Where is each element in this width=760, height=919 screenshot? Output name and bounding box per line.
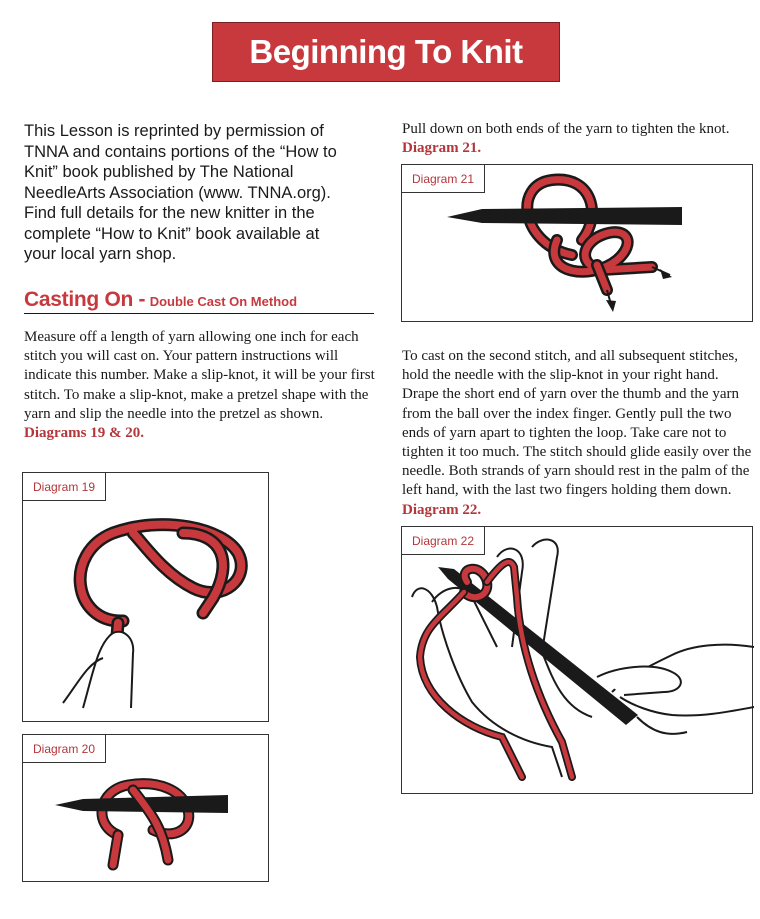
- diagram-22: [401, 526, 753, 794]
- paragraph-text: Pull down on both ends of the yarn to tighten the knot.: [402, 121, 730, 137]
- diagram-label: Diagram 22: [402, 527, 485, 555]
- diagram-label: Diagram 19: [23, 473, 106, 501]
- section-title: Casting On -: [24, 288, 146, 311]
- diagram-reference: Diagram 22.: [402, 501, 482, 518]
- section-heading: [24, 288, 374, 314]
- diagram-19: [22, 472, 269, 722]
- diagram-21: [401, 164, 753, 322]
- casting-on-paragraph: [24, 328, 376, 443]
- second-stitch-paragraph: [402, 347, 754, 520]
- diagram-reference: Diagrams 19 & 20.: [24, 425, 144, 442]
- diagram-20: [22, 734, 269, 882]
- hands-casting-on-illustration: [402, 527, 754, 795]
- diagram-reference: Diagram 21.: [402, 140, 482, 157]
- page-title: Beginning To Knit: [249, 33, 523, 70]
- pretzel-illustration: [23, 473, 270, 723]
- diagram-label: Diagram 21: [402, 165, 485, 193]
- diagram-label: Diagram 20: [23, 735, 106, 763]
- paragraph-text: To cast on the second stitch, and all subsequent stitches, hold the needle with the slip-knot in your right hand. Drape the short end of yarn over the thumb and the yarn from the ball over the index finger. Gently pull the two ends of yarn apart to tighten the loop. Take care not to tighten it too much. The stitch should glide easily over the needle. Both strands of yarn should rest in the palm of the left hand, with the last two fingers holding them down.: [402, 348, 752, 499]
- paragraph-text: Measure off a length of yarn allowing one inch for each stitch you will cast on. Your pattern instructions will indicate this number. Make a slip-knot, it will be your first stitch. To make a slip-knot, make a pretzel shape with the yarn and slip the needle into the pretzel as shown.: [24, 329, 375, 422]
- tighten-knot-paragraph: [402, 120, 754, 158]
- title-banner: [212, 22, 560, 82]
- section-subtitle: Double Cast On Method: [149, 294, 298, 309]
- intro-paragraph: This Lesson is reprinted by permission of TNNA and contains portions of the “How to Knit” book published by The National NeedleArts Association (www. TNNA.org). Find full details for the new knitter in the complete “How to Knit” book available at your local yarn shop.: [24, 122, 337, 263]
